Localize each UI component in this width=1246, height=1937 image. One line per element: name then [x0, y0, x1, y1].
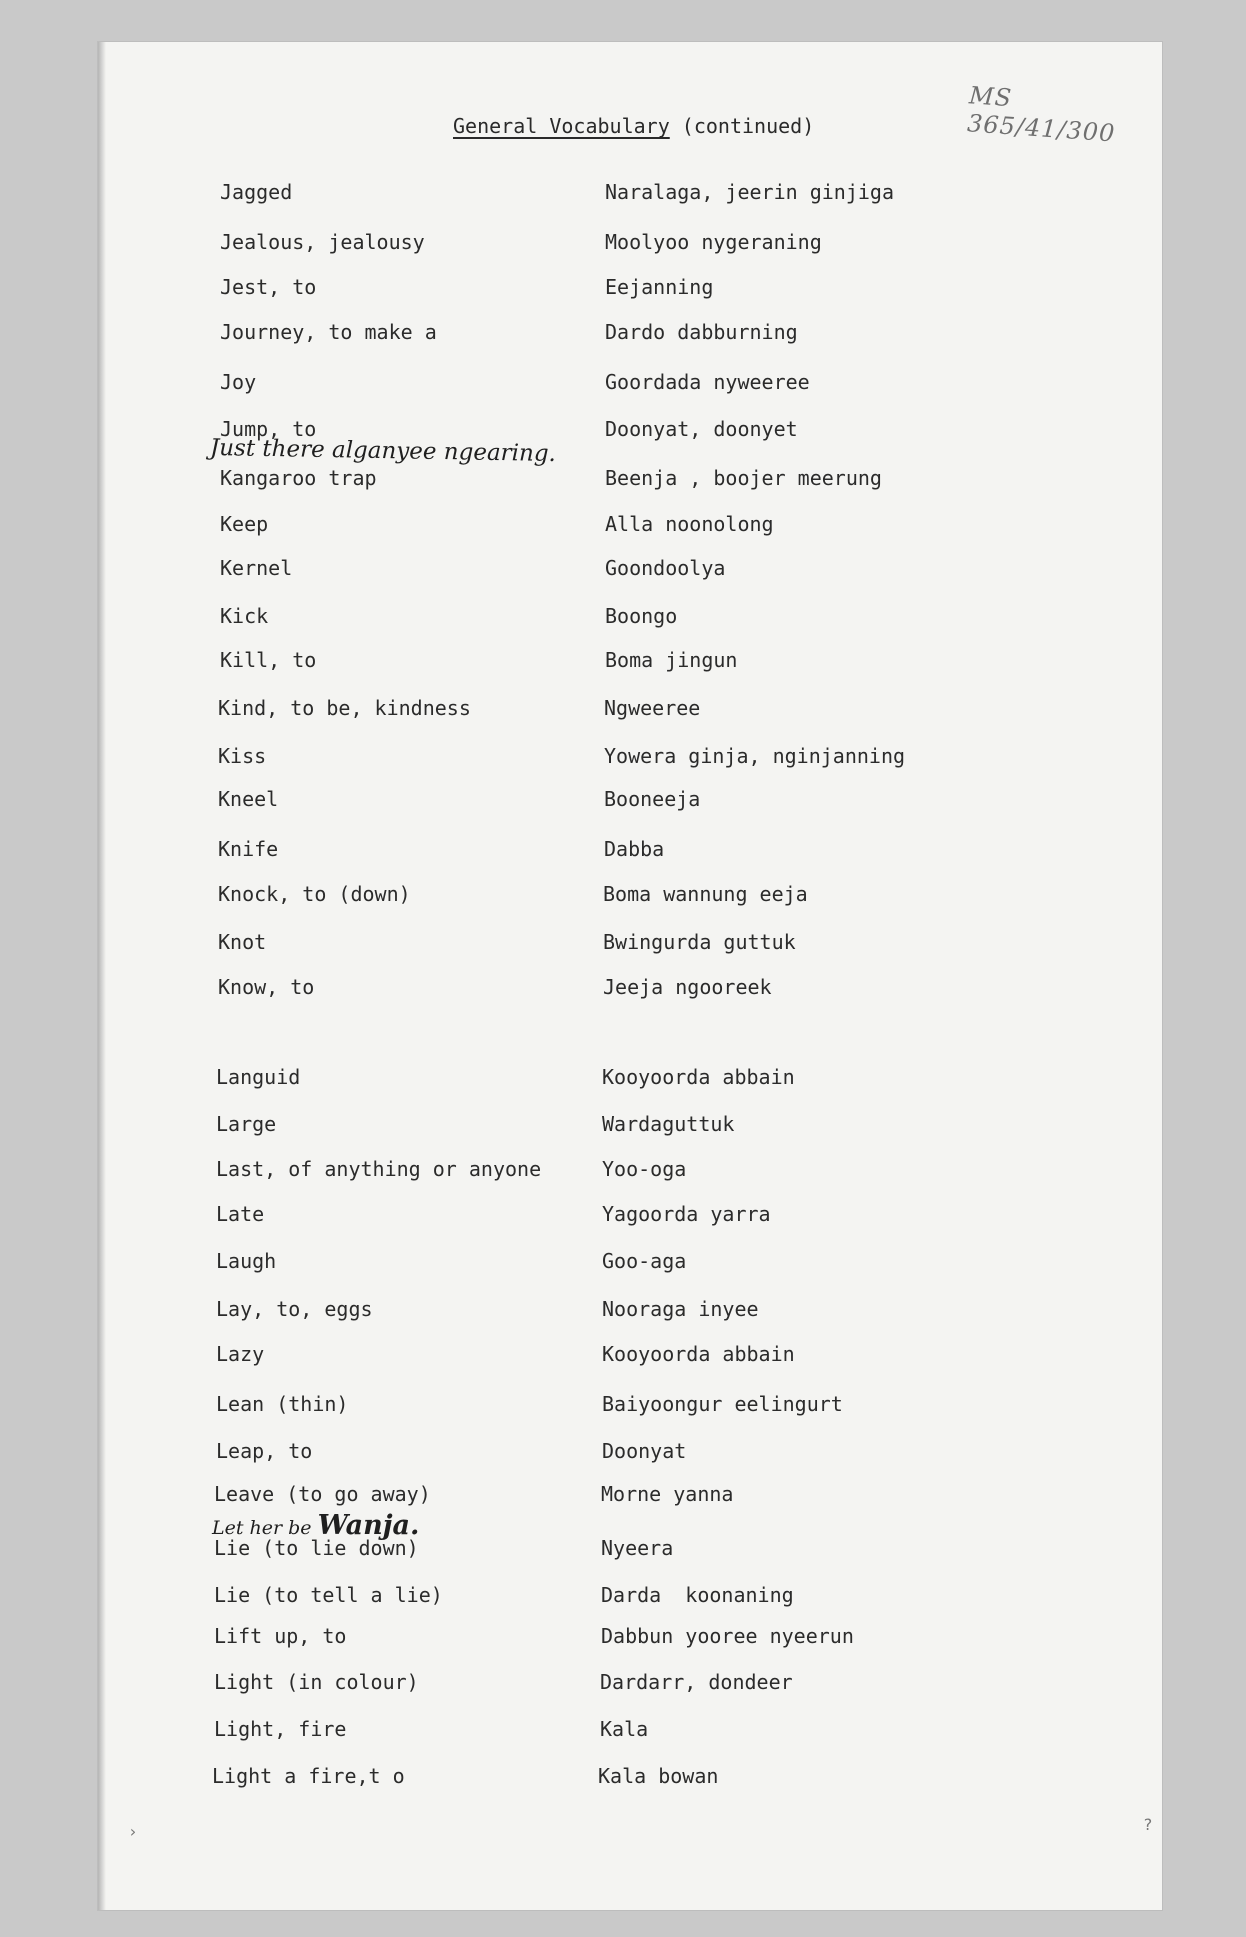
- handwritten-note-jump: Just there alganyee ngearing.: [209, 434, 557, 468]
- english-term: Lie (to tell a lie): [214, 1583, 443, 1607]
- aboriginal-term: Yowera ginja, nginjanning: [604, 744, 906, 768]
- aboriginal-term: Naralaga, jeerin ginjiga: [605, 180, 894, 204]
- vocabulary-row: [98, 648, 1162, 676]
- aboriginal-term: Doonyat, doonyet: [605, 417, 798, 441]
- vocabulary-row: [98, 275, 1162, 303]
- english-term: Kiss: [218, 744, 267, 768]
- aboriginal-term: Baiyoongur eelingurt: [602, 1392, 843, 1416]
- aboriginal-term: Ngweeree: [604, 696, 701, 720]
- vocabulary-row: [98, 370, 1162, 398]
- aboriginal-term: Eejanning: [605, 275, 714, 299]
- english-term: Lie (to lie down): [214, 1536, 419, 1560]
- vocabulary-row: [98, 975, 1162, 1003]
- vocabulary-row: [98, 1717, 1162, 1745]
- margin-mark-right: ?: [1143, 1815, 1153, 1834]
- english-term: Laugh: [216, 1249, 277, 1273]
- aboriginal-term: Kooyoorda abbain: [602, 1065, 795, 1089]
- aboriginal-term: Wardaguttuk: [602, 1112, 735, 1136]
- vocabulary-row: [98, 930, 1162, 958]
- english-term: Light, fire: [214, 1717, 347, 1741]
- handwritten-note-leave: [212, 1510, 419, 1541]
- english-term: Large: [216, 1112, 277, 1136]
- vocabulary-row: [98, 604, 1162, 632]
- vocabulary-row: [98, 1342, 1162, 1370]
- vocabulary-row: [98, 1297, 1162, 1325]
- vocabulary-row: [98, 1065, 1162, 1093]
- aboriginal-term: Beenja , boojer meerung: [605, 466, 882, 490]
- vocabulary-row: [98, 1439, 1162, 1467]
- title-main: General Vocabulary: [453, 114, 670, 138]
- vocabulary-row: [98, 1583, 1162, 1611]
- english-term: Knife: [218, 837, 279, 861]
- aboriginal-term: Dabba: [604, 837, 665, 861]
- english-term: Jest, to: [220, 275, 317, 299]
- handwritten-note-leave-prefix: Let her be: [212, 1517, 312, 1539]
- vocabulary-row: [98, 1249, 1162, 1277]
- vocabulary-row: [98, 556, 1162, 584]
- aboriginal-term: Dardarr, dondeer: [600, 1670, 793, 1694]
- english-term: Kangaroo trap: [220, 466, 377, 490]
- vocabulary-row: [98, 1670, 1162, 1698]
- english-term: Know, to: [218, 975, 315, 999]
- manuscript-number: MS 365/41/300: [966, 81, 1117, 148]
- aboriginal-term: Kala: [600, 1717, 649, 1741]
- english-term: Jagged: [220, 180, 293, 204]
- vocabulary-row: [98, 1624, 1162, 1652]
- aboriginal-term: Nyeera: [601, 1536, 674, 1560]
- vocabulary-row: [98, 1112, 1162, 1140]
- vocabulary-row: [98, 837, 1162, 865]
- aboriginal-term: Kooyoorda abbain: [602, 1342, 795, 1366]
- english-term: Leave (to go away): [214, 1482, 431, 1506]
- aboriginal-term: Kala bowan: [598, 1764, 719, 1788]
- aboriginal-term: Dardo dabburning: [605, 320, 798, 344]
- aboriginal-term: Boongo: [605, 604, 678, 628]
- aboriginal-term: Morne yanna: [601, 1482, 734, 1506]
- english-term: Lift up, to: [214, 1624, 347, 1648]
- aboriginal-term: Jeeja ngooreek: [603, 975, 772, 999]
- vocabulary-row: [98, 512, 1162, 540]
- vocabulary-row: [98, 1764, 1162, 1792]
- english-term: Kind, to be, kindness: [218, 696, 471, 720]
- english-term: Light a fire,t o: [212, 1764, 405, 1788]
- aboriginal-term: Dabbun yooree nyeerun: [601, 1624, 854, 1648]
- english-term: Keep: [220, 512, 269, 536]
- aboriginal-term: Goo-aga: [602, 1249, 687, 1273]
- english-term: Kick: [220, 604, 269, 628]
- aboriginal-term: Moolyoo nygeraning: [605, 230, 822, 254]
- aboriginal-term: Darda koonaning: [601, 1583, 794, 1607]
- page-title: [453, 114, 814, 138]
- english-term: Lazy: [216, 1342, 265, 1366]
- vocabulary-row: [98, 744, 1162, 772]
- english-term: Kneel: [218, 787, 279, 811]
- margin-mark-left: ›: [128, 1822, 138, 1841]
- handwritten-note-leave-word: Wanja.: [317, 1510, 420, 1541]
- english-term: Languid: [216, 1065, 301, 1089]
- english-term: Light (in colour): [214, 1670, 419, 1694]
- vocabulary-row: [98, 1157, 1162, 1185]
- aboriginal-term: Booneeja: [604, 787, 701, 811]
- title-suffix: (continued): [681, 114, 815, 138]
- english-term: Joy: [220, 370, 257, 394]
- aboriginal-term: Yagoorda yarra: [602, 1202, 771, 1226]
- aboriginal-term: Goondoolya: [605, 556, 726, 580]
- english-term: Jump, to: [220, 417, 317, 441]
- aboriginal-term: Doonyat: [602, 1439, 687, 1463]
- english-term: Leap, to: [216, 1439, 313, 1463]
- vocabulary-row: [98, 787, 1162, 815]
- english-term: Lay, to, eggs: [216, 1297, 373, 1321]
- vocabulary-row: [98, 230, 1162, 258]
- vocabulary-row: [98, 466, 1162, 494]
- english-term: Kernel: [220, 556, 293, 580]
- english-term: Knot: [218, 930, 267, 954]
- vocabulary-row: [98, 696, 1162, 724]
- aboriginal-term: Boma jingun: [605, 648, 738, 672]
- aboriginal-term: Alla noonolong: [605, 512, 774, 536]
- english-term: Lean (thin): [216, 1392, 349, 1416]
- vocabulary-row: [98, 320, 1162, 348]
- aboriginal-term: Bwingurda guttuk: [603, 930, 796, 954]
- english-term: Knock, to (down): [218, 882, 411, 906]
- english-term: Last, of anything or anyone: [216, 1157, 542, 1181]
- english-term: Journey, to make a: [220, 320, 437, 344]
- aboriginal-term: Yoo-oga: [602, 1157, 687, 1181]
- english-term: Kill, to: [220, 648, 317, 672]
- english-term: Jealous, jealousy: [220, 230, 425, 254]
- vocabulary-row: [98, 1392, 1162, 1420]
- aboriginal-term: Nooraga inyee: [602, 1297, 759, 1321]
- vocabulary-row: [98, 1202, 1162, 1230]
- aboriginal-term: Goordada nyweeree: [605, 370, 810, 394]
- vocabulary-row: [98, 882, 1162, 910]
- aboriginal-term: Boma wannung eeja: [603, 882, 808, 906]
- vocabulary-row: [98, 180, 1162, 208]
- english-term: Late: [216, 1202, 265, 1226]
- vocabulary-row: [98, 1482, 1162, 1510]
- document-page: [98, 42, 1162, 1910]
